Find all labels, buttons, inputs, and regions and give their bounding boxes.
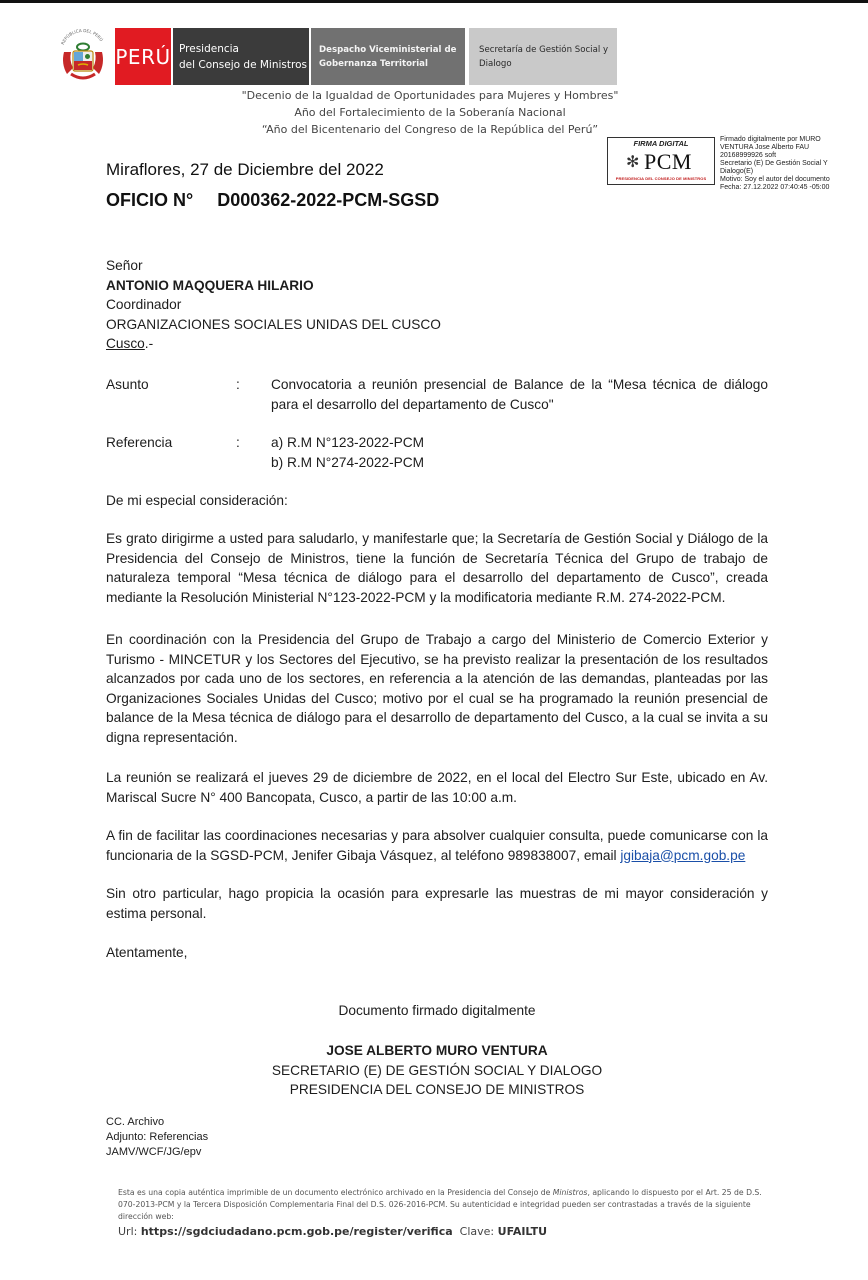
stamp-logo: PCM (644, 149, 692, 174)
signature-line: 20168999926 soft (720, 152, 777, 159)
despacho-block (311, 28, 465, 85)
place-date: Miraflores, 27 de Diciembre del 2022 (106, 160, 384, 179)
paragraph-5: Sin otro particular, hago propicia la ocasión para expresarle las muestras de mi mayor consideración y estima personal. (106, 886, 768, 921)
recipient-city: Cusco (106, 336, 145, 351)
signer-name: JOSE ALBERTO MURO VENTURA (326, 1043, 548, 1058)
peru-brand-block (115, 28, 171, 85)
secretaria-block (469, 28, 617, 85)
pcm-line-1: Presidencia (179, 42, 239, 55)
paragraph-4-text: A fin de facilitar las coordinaciones necesarias y para absolver cualquier consulta, puede comunicarse con la funcionaria de la SGSD-PCM, Jenifer Gibaja Vásquez, al teléfono 989838007, email (106, 828, 768, 863)
stamp-subtitle: PRESIDENCIA DEL CONSEJO DE MINISTROS (615, 176, 707, 181)
secretaria-line-1: Secretaría de Gestión Social y (479, 44, 609, 55)
greeting: De mi especial consideración: (106, 493, 288, 508)
signature-line: VENTURA Jose Alberto FAU (720, 144, 810, 151)
recipient-city-line (106, 334, 768, 354)
verify-url-link[interactable]: https://sgdciudadano.pcm.gob.pe/register/verifica (140, 1225, 453, 1238)
signer-org: PRESIDENCIA DEL CONSEJO DE MINISTROS (289, 1082, 585, 1097)
url-label: Url: (118, 1225, 141, 1238)
decenio-line-3: “Año del Bicentenario del Congreso de la República del Perú” (261, 123, 599, 136)
asunto-label: Asunto (106, 377, 149, 392)
cc-line: Adjunto: Referencias (106, 1131, 209, 1143)
signature-line: Fecha: 27.12.2022 07:40:45 -05:00 (720, 184, 830, 191)
referencia-list (271, 433, 768, 472)
coat-of-arms-icon (57, 28, 109, 85)
oficio-heading (106, 190, 439, 211)
despacho-line-2: Gobernanza Territorial (319, 58, 428, 69)
paragraph-3: La reunión se realizará el jueves 29 de diciembre de 2022, en el local del Electro Sur Este, ubicado en Av. Mariscal Sucre N° 400 Bancopata, Cusco, a partir de las 10:00 a.m. (106, 770, 768, 805)
signature-line: Dialogo(E) (720, 168, 754, 175)
header-banner (57, 28, 617, 85)
signer-title: SECRETARIO (E) DE GESTIÓN SOCIAL Y DIALOGO (271, 1062, 603, 1078)
salutation: Señor (106, 258, 143, 273)
signed-note: Documento firmado digitalmente (338, 1003, 536, 1018)
signer-block (106, 1041, 768, 1100)
recipient-block (106, 256, 768, 354)
pcm-line-2: del Consejo de Ministros (179, 58, 307, 71)
signature-details (720, 136, 860, 192)
clave-label: Clave: (459, 1225, 498, 1238)
closing: Atentamente, (106, 945, 188, 960)
oficio-number: D000362-2022-PCM-SGSD (217, 190, 440, 210)
clave-value: UFAILTU (497, 1225, 548, 1238)
pcm-star-icon: ✻ (626, 154, 640, 171)
paragraph-2: En coordinación con la Presidencia del Grupo de Trabajo a cargo del Ministerio de Comercio Exterior y Turismo - MINCETUR y los Sectores del Ejecutivo, se ha previsto realizar la presentación de los resultados alcanzados por cada uno de los sectores, en referencia a la atención de las demandas, planteadas por las Organizaciones Sociales Unidas del Cusco; motivo por el cual se ha programado la reunión presencial de balance de la Mesa técnica de diálogo para el desarrollo de departamento del Cusco, a la cual se invita a su digna representación. (106, 632, 768, 745)
recipient-org: ORGANIZACIONES SOCIALES UNIDAS DEL CUSCO (106, 316, 441, 332)
peru-label: PERÚ (115, 44, 171, 69)
paragraph-1: Es grato dirigirme a usted para saludarlo, y manifestarle que; la Secretaría de Gestión Social y Diálogo de la Presidencia del Consejo de Ministros, tiene la función de Secretaría Técnica del Grupo de trabajo de naturaleza temporal “Mesa técnica de diálogo para el desarrollo del departamento de Cusco”, creada mediante la Resolución Ministerial N°123-2022-PCM y la modificatoria mediante R.M. 274-2022-PCM. (106, 531, 768, 605)
asunto-colon: : (236, 377, 240, 392)
secretaria-line-2: Dialogo (479, 58, 512, 69)
signature-line: Motivo: Soy el autor del documento (720, 176, 830, 183)
despacho-line-1: Despacho Viceministerial de (319, 44, 457, 55)
email-link[interactable]: jgibaja@pcm.gob.pe (620, 847, 746, 863)
cc-block (106, 1115, 768, 1160)
authenticity-footer (118, 1187, 770, 1238)
asunto-text: Convocatoria a reunión presencial de Balance de la “Mesa técnica de diálogo para el desarrollo del departamento de Cusco" (271, 377, 768, 412)
referencia-row (106, 433, 768, 472)
signature-line: Secretario (E) De Gestión Social Y (720, 160, 828, 167)
decenio-line-2: Año del Fortalecimiento de la Soberanía Nacional (294, 106, 566, 119)
recipient-city-suffix: .- (144, 336, 154, 351)
decenio-line-1: "Decenio de la Igualdad de Oportunidades para Mujeres y Hombres" (241, 89, 619, 102)
footer-url-line (118, 1226, 770, 1238)
recipient-role: Coordinador (106, 297, 182, 312)
footer-text-a: Esta es una copia auténtica imprimible de un documento electrónico archivado en la Presidencia del Consejo de (118, 1188, 553, 1197)
footer-text-b: , aplicando lo dispuesto por el Art. 25 de D.S. 070-2013-PCM y la Tercera Disposición Complementaria Final del D.S. 026-2016-PCM. Su autenticidad e integridad pueden ser contrastadas a través de la siguiente dirección web: (118, 1188, 762, 1221)
footer-text (118, 1187, 770, 1223)
referencia-item: b) R.M N°274-2022-PCM (271, 454, 425, 470)
digital-signature-stamp (607, 137, 715, 185)
referencia-item: a) R.M N°123-2022-PCM (271, 435, 425, 450)
asunto-row (106, 375, 768, 414)
pcm-brand-block (173, 28, 309, 85)
cc-line: JAMV/WCF/JG/epv (106, 1146, 202, 1158)
top-edge-bar (0, 0, 868, 3)
cc-line: CC. Archivo (106, 1116, 165, 1128)
referencia-colon: : (236, 435, 240, 450)
referencia-label: Referencia (106, 435, 173, 450)
footer-text-italic: Ministros (552, 1188, 588, 1197)
paragraph-4 (106, 826, 768, 865)
stamp-title: FIRMA DIGITAL (633, 139, 689, 148)
recipient-name: ANTONIO MAQQUERA HILARIO (106, 277, 314, 293)
coat-of-arms-text: REPÚBLICA DEL PERÚ (60, 28, 105, 46)
signature-line: Firmado digitalmente por MURO (720, 136, 821, 143)
oficio-label: OFICIO N° (106, 190, 194, 210)
